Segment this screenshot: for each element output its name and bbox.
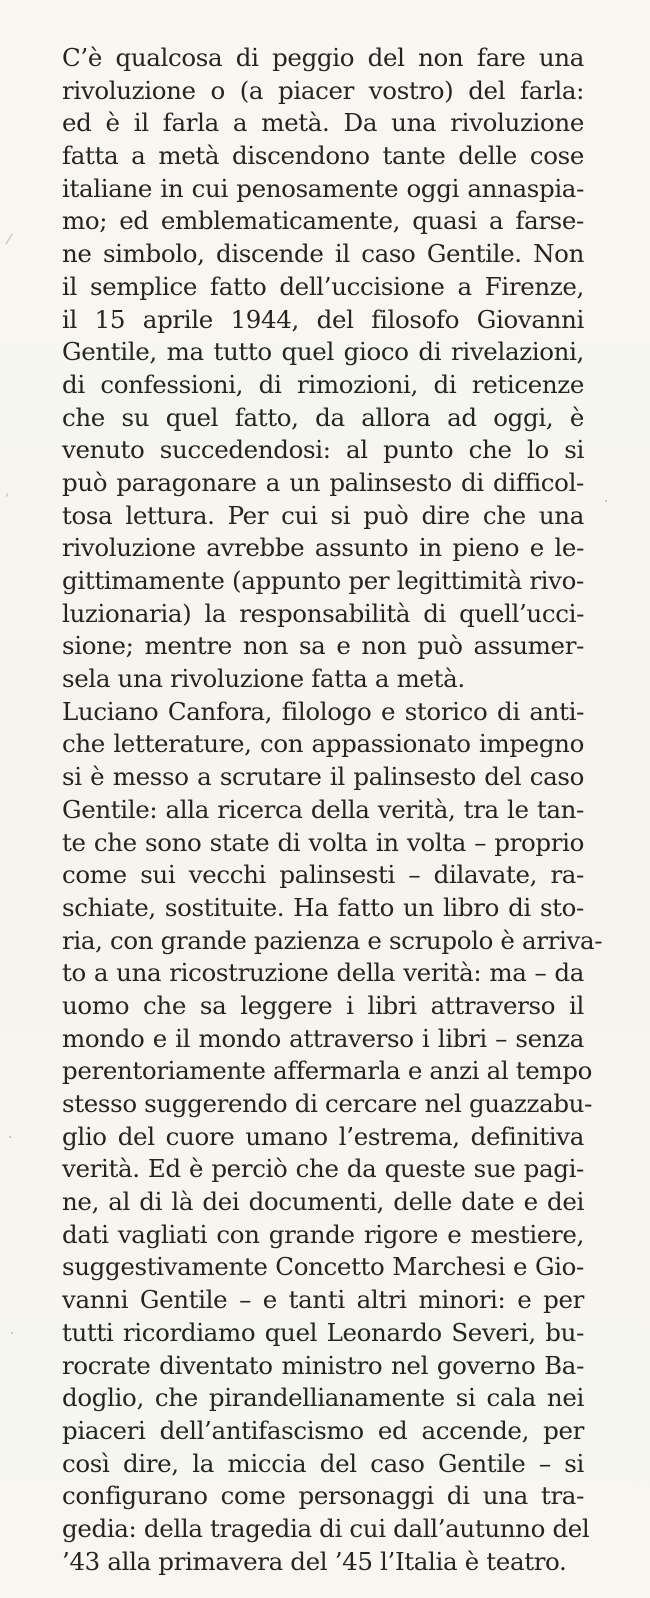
text-line: tosa lettura. Per cui si può dire che una (62, 500, 584, 530)
scan-speck: · (10, 1326, 15, 1342)
text-line: dati vagliati con grande rigore e mestiere, (62, 1219, 584, 1249)
text-line: uomo che sa leggere i libri attraverso il (62, 990, 584, 1020)
text-line: tutti ricordiamo quel Leonardo Severi, bu- (62, 1317, 584, 1347)
text-line: Luciano Canfora, filologo e storico di anti- (62, 696, 584, 726)
text-line: Gentile, ma tutto quel gioco di rivelazioni, (62, 337, 584, 367)
text-line: venuto succedendosi: al punto che lo si (62, 435, 584, 465)
text-line: come sui vecchi palinsesti – dilavate, ra- (62, 860, 584, 890)
scan-speck: ⁄ (8, 232, 11, 248)
text-line: schiate, sostituite. Ha fatto un libro di sto- (62, 892, 584, 922)
text-line: mo; ed emblematicamente, quasi a farse- (62, 206, 584, 236)
text-line: rivoluzione avrebbe assunto in pieno e le- (62, 533, 584, 563)
text-line: verità. Ed è perciò che da queste sue pagi- (62, 1154, 584, 1184)
text-column (62, 42, 603, 1578)
text-line: te che sono state di volta in volta – proprio (62, 827, 584, 857)
text-line: gedia: della tragedia di cui dall’autunno del (62, 1513, 590, 1543)
text-line: gittimamente (appunto per legittimità rivo- (62, 566, 584, 595)
text-line: C’è qualcosa di peggio del non fare una (62, 43, 584, 72)
text-line: può paragonare a un palinsesto di difficol- (62, 467, 584, 497)
text-line: configurano come personaggi di una tra- (62, 1481, 584, 1511)
text-line: ne simbolo, discende il caso Gentile. Non (62, 239, 584, 269)
text-line: ria, con grande pazienza e scrupolo è arriva- (62, 925, 603, 955)
text-line: si è messo a scrutare il palinsesto del caso (62, 762, 584, 792)
text-line: rocrate diventato ministro nel governo Ba- (62, 1350, 584, 1380)
scan-speck: · (8, 1130, 13, 1146)
text-line: mondo e il mondo attraverso i libri – senza (62, 1023, 584, 1053)
text-line: ne, al di là dei documenti, delle date e dei (62, 1187, 584, 1217)
scan-speck: ʼ (4, 492, 9, 508)
text-line: sione; mentre non sa e non può assumer- (62, 631, 584, 661)
text-line: ’43 alla primavera del ’45 l’Italia è teatro. (62, 1546, 567, 1576)
paragraph-2 (62, 696, 603, 1579)
text-line: italiane in cui penosamente oggi annaspia- (62, 173, 584, 203)
text-line: luzionaria) la responsabilità di quell’ucci- (62, 598, 584, 628)
text-line: to a una ricostruzione della verità: ma – da (62, 958, 584, 988)
text-line: il 15 aprile 1944, del filosofo Giovanni (62, 304, 584, 334)
text-line: così dire, la miccia del caso Gentile – si (62, 1448, 584, 1478)
text-line: sela una rivoluzione fatta a metà. (62, 664, 465, 694)
scan-speck: · (604, 494, 609, 510)
text-line: che su quel fatto, da allora ad oggi, è (62, 402, 584, 432)
text-line: ed è il farla a metà. Da una rivoluzione (62, 108, 584, 138)
text-line: che letterature, con appassionato impegno (62, 729, 584, 759)
text-line: di confessioni, di rimozioni, di reticenze (62, 369, 584, 399)
text-line: piaceri dell’antifascismo ed accende, per (62, 1415, 584, 1445)
text-line: fatta a metà discendono tante delle cose (62, 141, 584, 171)
text-line: doglio, che pirandellianamente si cala nei (62, 1383, 584, 1413)
text-line: perentoriamente affermarla e anzi al tempo (62, 1056, 593, 1086)
text-line: vanni Gentile – e tanti altri minori: e per (62, 1285, 584, 1315)
text-line: il semplice fatto dell’uccisione a Firenze, (62, 271, 584, 301)
paragraph-1 (62, 42, 584, 696)
text-line: glio del cuore umano l’estrema, definitiva (62, 1121, 584, 1151)
text-line: rivoluzione o (a piacer vostro) del farla: (62, 75, 584, 105)
text-line: Gentile: alla ricerca della verità, tra le tan- (62, 794, 584, 824)
text-line: suggestivamente Concetto Marchesi e Gio- (62, 1252, 584, 1282)
text-line: stesso suggerendo di cercare nel guazzabu- (62, 1089, 593, 1118)
